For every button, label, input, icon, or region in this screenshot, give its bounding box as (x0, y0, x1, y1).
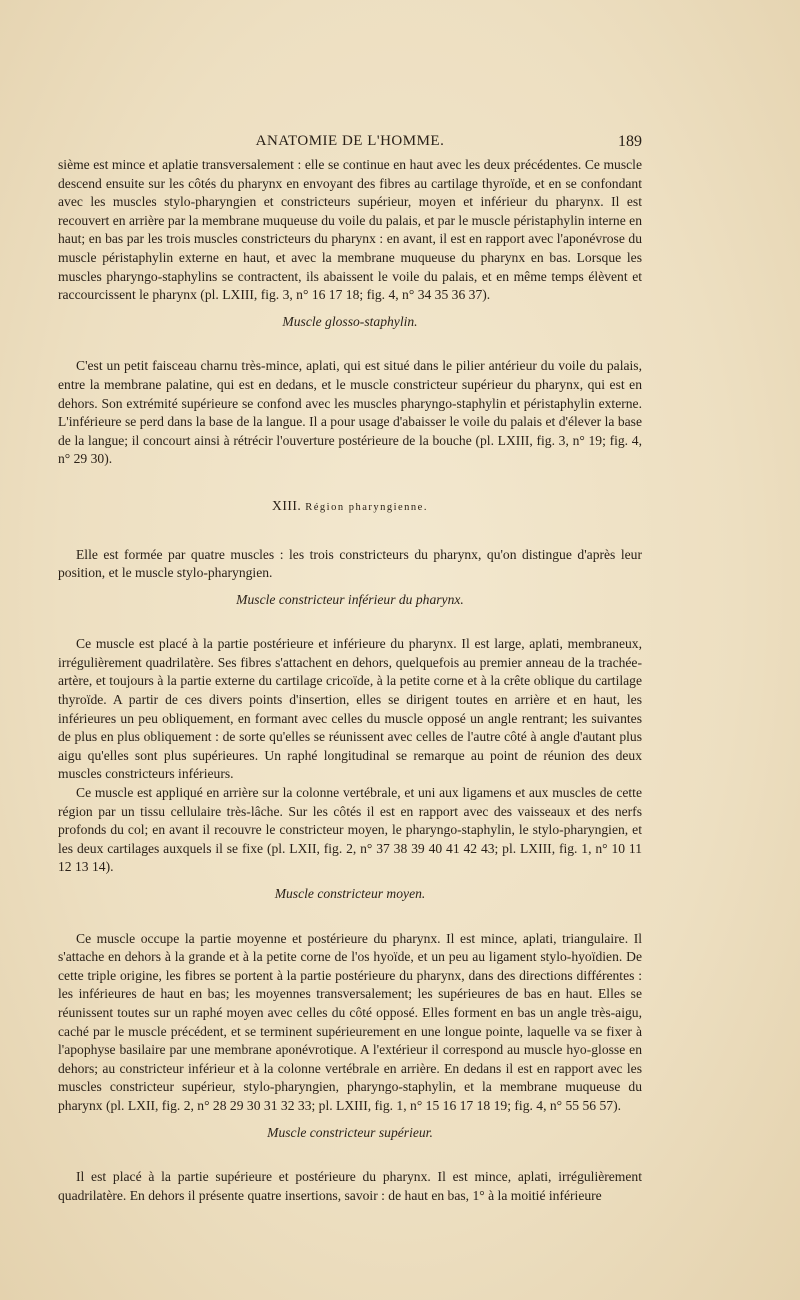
page-header (58, 133, 642, 155)
section-title (58, 497, 642, 518)
subheading-constricteur-superieur: Muscle constricteur supérieur. (267, 1124, 433, 1140)
page-number: 189 (618, 133, 642, 150)
section-name: Région pharyngienne. (305, 501, 428, 513)
paragraph: C'est un petit faisceau charnu très-mince, aplati, qui est situé dans le pilier antérieur du voile du palais, entre la membrane palatine, qui est en dedans, et le muscle constricteur supérieur du pharynx, qui est en dehors. Son extrémité supérieure se confond avec les muscles pharyngo-staphylin et péristaphylin externe. L'inférieure se perd dans la base de la langue. Il a pour usage d'abaisser le voile du palais et d'élever la base de la langue; il concourt ainsi à rétrécir l'ouverture postérieure de la bouche (pl. LXIII, fig. 3, n° 19; fig. 4, n° 29 30). (58, 358, 642, 467)
paragraph: Il est placé à la partie supérieure et postérieure du pharynx. Il est mince, aplati, irrégulièrement quadrilatère. En dehors il présente quatre insertions, savoir : de haut en bas, 1° à la moitié inférieure (58, 1169, 642, 1203)
paragraph: Ce muscle est appliqué en arrière sur la colonne vertébrale, et uni aux ligamens et aux muscles de cette région par un tissu cellulaire très-lâche. Sur les côtés il est en rapport avec des vaisseaux et des nerfs profonds du col; en avant il recouvre le constricteur moyen, le pharyngo-staphylin, le stylo-pharyngien, et les deux cartilages auxquels il se fixe (pl. LXII, fig. 2, n° 37 38 39 40 41 42 43; pl. LXIII, fig. 1, n° 10 11 12 13 14). (58, 785, 642, 875)
paragraph: Ce muscle occupe la partie moyenne et postérieure du pharynx. Il est mince, aplati, triangulaire. Il s'attache en dehors à la grande et à la petite corne de l'os hyoïde, et un peu au ligament stylo-hyoïdien. De cette triple origine, les fibres se portent à la partie postérieure du pharynx, dans des directions différentes : les inférieures de haut en bas; les moyennes transversalement; les supérieures de bas en haut. Elles se réunissent toutes sur un raphé moyen avec celles du côté opposé. Elles forment en bas un angle très-aigu, caché par le muscle précédent, et se terminent supérieurement en une longue pointe, laquelle va se fixer à l'apophyse basilaire par une membrane aponévrotique. A l'extérieur il correspond au muscle hyo-glosse en dehors; au constricteur inférieur et à la colonne vertébrale en arrière. En dedans il est en rapport avec les muscles constricteur supérieur, stylo-pharyngien, pharyngo-staphylin, et la membrane muqueuse du pharynx (pl. LXII, fig. 2, n° 28 29 30 31 32 33; pl. LXIII, fig. 1, n° 15 16 17 18 19; fig. 4, n° 55 56 57). (58, 930, 642, 1113)
subheading-glosso-staphylin: Muscle glosso-staphylin. (282, 313, 418, 329)
paragraph: Ce muscle est placé à la partie postérieure et inférieure du pharynx. Il est large, aplati, membraneux, irrégulièrement quadrilatère. Ses fibres s'attachent en dehors, quelquefois au premier anneau de la trachée-artère, et toujours à la partie externe du cartilage cricoïde, à la petite corne et à la crête oblique du cartilage thyroïde. A partir de ces divers points d'insertion, elles se dirigent toutes en arrière et en haut, les inférieures un peu obliquement, en formant avec celles du muscle opposé un angle rentrant; les suivantes de plus en plus obliquement : de sorte qu'elles se réunissent avec celles de l'autre côté à angle d'autant plus aigu qu'elles sont plus supérieures. Un raphé longitudinal se remarque au point de réunion des deux muscles constricteurs inférieurs. (58, 636, 642, 782)
paragraph: Elle est formée par quatre muscles : les trois constricteurs du pharynx, qu'on distingue d'après leur position, et le muscle stylo-pharyngien. (58, 546, 642, 581)
section-number: XIII. (272, 497, 302, 513)
subheading-constricteur-inferieur: Muscle constricteur inférieur du pharynx. (236, 591, 464, 607)
running-title: ANATOMIE DE L'HOMME. (255, 133, 445, 149)
paragraph: sième est mince et aplatie transversalement : elle se continue en haut avec les deux précédentes. Ce muscle descend ensuite sur les côtés du pharynx en envoyant des fibres au cartilage thyroïde, et en se confondant avec les muscles stylo-pharyngien et constricteurs supérieur, moyen et inférieur du pharynx. Il est recouvert en arrière par la membrane muqueuse du voile du palais, et par le muscle péristaphylin interne en haut; en bas par les trois muscles constricteurs du pharynx : en avant, il est en rapport avec l'aponévrose du muscle péristaphylin externe en haut, et avec la membrane muqueuse du pharynx en bas. Lorsque les muscles pharyngo-staphylins se contractent, ils abaissent le voile du palais, et en même temps élèvent et raccourcissent le pharynx (pl. LXIII, fig. 3, n° 16 17 18; fig. 4, n° 34 35 36 37). (58, 157, 642, 303)
subheading-constricteur-moyen: Muscle constricteur moyen. (274, 886, 426, 901)
text-body (58, 156, 642, 1205)
